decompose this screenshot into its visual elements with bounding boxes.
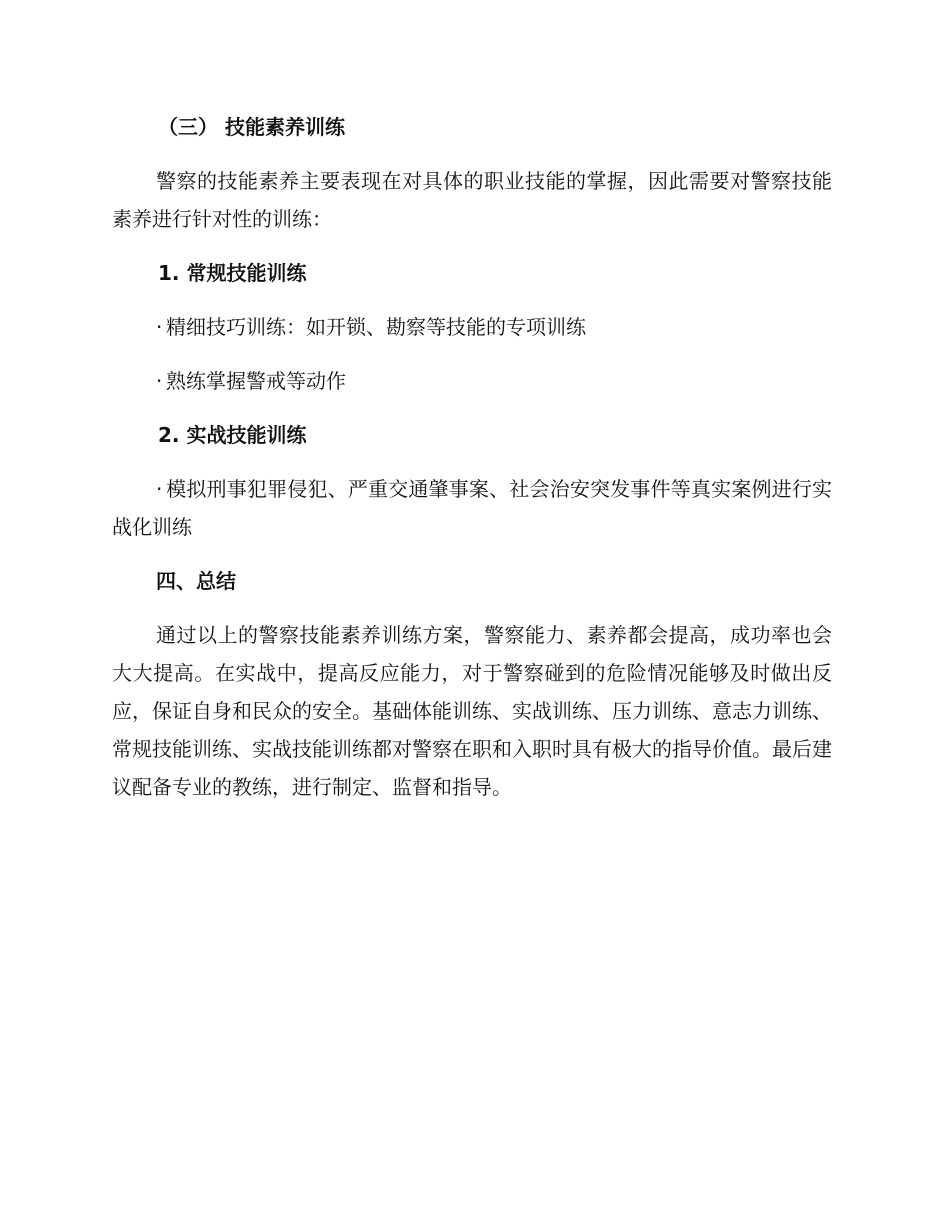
sub-heading-skill-training: （三） 技能素养训练: [158, 115, 345, 139]
document-body: [112, 108, 832, 822]
bullet-item: [112, 308, 832, 346]
bullet-mark: ·: [156, 315, 163, 339]
intro-paragraph: 警察的技能素养主要表现在对具体的职业技能的掌握，因此需要对警察技能素养进行针对性的训练：: [112, 169, 832, 231]
bullet-mark: ·: [156, 369, 163, 393]
bullet-item: [112, 362, 832, 400]
bullet-mark: ·: [156, 477, 163, 501]
section-heading-summary: 四、总结: [156, 569, 236, 593]
bullet-text: 模拟刑事犯罪侵犯、严重交通肇事案、社会治安突发事件等真实案例进行实战化训练: [112, 477, 832, 539]
bullet-item: [112, 470, 832, 546]
bullet-text: 熟练掌握警戒等动作: [166, 369, 346, 393]
summary-paragraph: 通过以上的警察技能素养训练方案，警察能力、素养都会提高，成功率也会大大提高。在实战中，提高反应能力，对于警察碰到的危险情况能够及时做出反应，保证自身和民众的安全。基础体能训练、实战训练、压力训练、意志力训练、常规技能训练、实战技能训练都对警察在职和入职时具有极大的指导价值。最后建议配备专业的教练，进行制定、监督和指导。: [112, 623, 832, 799]
bullet-text: 精细技巧训练：如开锁、勘察等技能的专项训练: [166, 315, 586, 339]
heading-combat-skills: 2. 实战技能训练: [158, 423, 307, 447]
heading-routine-skills: 1. 常规技能训练: [158, 261, 307, 285]
